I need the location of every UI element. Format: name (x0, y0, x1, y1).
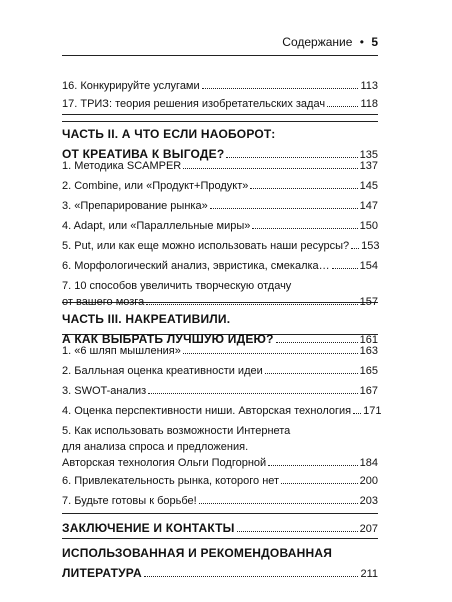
toc-entry[interactable] (62, 158, 378, 178)
toc-entry[interactable] (62, 278, 378, 310)
dot-leader (265, 373, 358, 374)
toc-entry[interactable] (62, 96, 378, 114)
toc-entry[interactable] (62, 238, 378, 258)
toc-entry-title: 17. ТРИЗ: теория решения изобретательских задач (62, 98, 326, 110)
toc-entry-title: 6. Привлекательность рынка, которого нет (62, 475, 280, 487)
toc-page-number: 154 (359, 260, 378, 272)
dot-leader (144, 576, 359, 577)
toc-entry-title: 4. Оценка перспективности ниши. Авторская технология (62, 405, 352, 417)
toc-entry-title: 3. «Препарирование рынка» (62, 200, 208, 212)
toc-page-number: 211 (360, 568, 378, 580)
toc-entry-title: 1. Методика SCAMPER (62, 160, 182, 172)
toc-entry-title: ЧАСТЬ II. А ЧТО ЕСЛИ НАОБОРОТ: (62, 127, 276, 141)
toc-entry-title: Авторская технология Ольги Подгорной (62, 457, 267, 469)
toc-entry-title: для анализа спроса и предложения. (62, 441, 249, 453)
dot-leader (268, 465, 357, 466)
toc-page-number: 153 (361, 240, 380, 252)
toc-entry[interactable] (62, 258, 378, 278)
toc-page-number: 135 (359, 149, 378, 161)
toc-entry-title: 5. Put, или как еще можно использовать наши ресурсы? (62, 240, 350, 252)
toc-entry-title: А КАК ВЫБРАТЬ ЛУЧШУЮ ИДЕЮ? (62, 332, 274, 346)
toc-page-number: 150 (359, 220, 378, 232)
dot-leader (146, 304, 357, 305)
toc-page-number: 113 (360, 80, 378, 92)
dot-leader (210, 208, 358, 209)
toc-page-number: 167 (359, 385, 378, 397)
dot-leader (327, 106, 358, 107)
toc-page-number: 163 (359, 345, 378, 357)
toc-section-entry[interactable] (62, 520, 378, 540)
dot-leader (148, 393, 357, 394)
toc-entry-title: 1. «6 шляп мышления» (62, 345, 181, 357)
toc-entry-title: 4. Adapt, или «Параллельные миры» (62, 220, 251, 232)
toc-entry[interactable] (62, 78, 378, 96)
dot-leader (353, 413, 361, 414)
dot-leader (183, 353, 358, 354)
header-title: Содержание (282, 35, 353, 49)
section-rule (62, 121, 378, 122)
toc-page-number: 171 (363, 405, 382, 417)
page-number: 5 (371, 35, 378, 49)
toc-entry-title: 7. 10 способов увеличить творческую отдачу (62, 280, 292, 292)
toc-entry[interactable] (62, 423, 378, 471)
toc-entry-title: 3. SWOT-анализ (62, 385, 147, 397)
toc-page-number: 200 (359, 475, 378, 487)
toc-page-number: 203 (359, 495, 378, 507)
toc-page-number: 118 (360, 98, 378, 110)
dot-leader (332, 268, 358, 269)
toc-entry-title: 6. Морфологический анализ, эвристика, смекалка… (62, 260, 330, 272)
toc-entry[interactable] (62, 343, 378, 363)
toc-entry-title: 2. Combine, или «Продукт+Продукт» (62, 180, 249, 192)
toc-entry-title: 5. Как использовать возможности Интернета (62, 425, 291, 437)
toc-section-entry[interactable] (62, 545, 378, 585)
toc-entry[interactable] (62, 383, 378, 403)
section-rule (62, 114, 378, 115)
toc-page-number: 184 (359, 457, 378, 469)
dot-leader (281, 483, 358, 484)
toc-page-number: 137 (359, 160, 378, 172)
dot-leader (202, 88, 359, 89)
toc-entry[interactable] (62, 473, 378, 493)
toc-entry-title: ОТ КРЕАТИВА К ВЫГОДЕ? (62, 147, 225, 161)
toc-entry-title: 2. Балльная оценка креативности идеи (62, 365, 263, 377)
section-rule (62, 513, 378, 514)
toc-entry-title: ЧАСТЬ III. НАКРЕАТИВИЛИ. (62, 312, 231, 326)
toc-entry-title: ЛИТЕРАТУРА (62, 566, 142, 580)
dot-leader (199, 503, 358, 504)
toc-entry-title: ИСПОЛЬЗОВАННАЯ И РЕКОМЕНДОВАННАЯ (62, 546, 333, 560)
dot-leader (252, 228, 357, 229)
toc-entry-title: от вашего мозга (62, 296, 145, 308)
toc-page-number: 145 (359, 180, 378, 192)
toc-page-number: 157 (359, 296, 378, 308)
toc-page-number: 147 (359, 200, 378, 212)
toc-entry[interactable] (62, 363, 378, 383)
toc-entry-title: ЗАКЛЮЧЕНИЕ И КОНТАКТЫ (62, 521, 235, 535)
dot-leader (351, 248, 359, 249)
toc-entry[interactable] (62, 493, 378, 513)
toc-entry-title: 7. Будьте готовы к борьбе! (62, 495, 197, 507)
header-bullet: • (359, 35, 364, 49)
toc-page-number: 165 (359, 365, 378, 377)
dot-leader (250, 188, 357, 189)
toc-page-number: 207 (359, 523, 378, 535)
running-header-text (282, 35, 378, 49)
running-header (62, 35, 378, 55)
toc-entry[interactable] (62, 198, 378, 218)
dot-leader (237, 531, 358, 532)
toc-entry[interactable] (62, 178, 378, 198)
toc-entry-title: 16. Конкурируйте услугами (62, 80, 200, 92)
toc-entry[interactable] (62, 403, 382, 423)
dot-leader (183, 168, 357, 169)
header-rule (62, 55, 378, 56)
toc-entry[interactable] (62, 218, 378, 238)
toc-page-number: 161 (359, 334, 378, 346)
